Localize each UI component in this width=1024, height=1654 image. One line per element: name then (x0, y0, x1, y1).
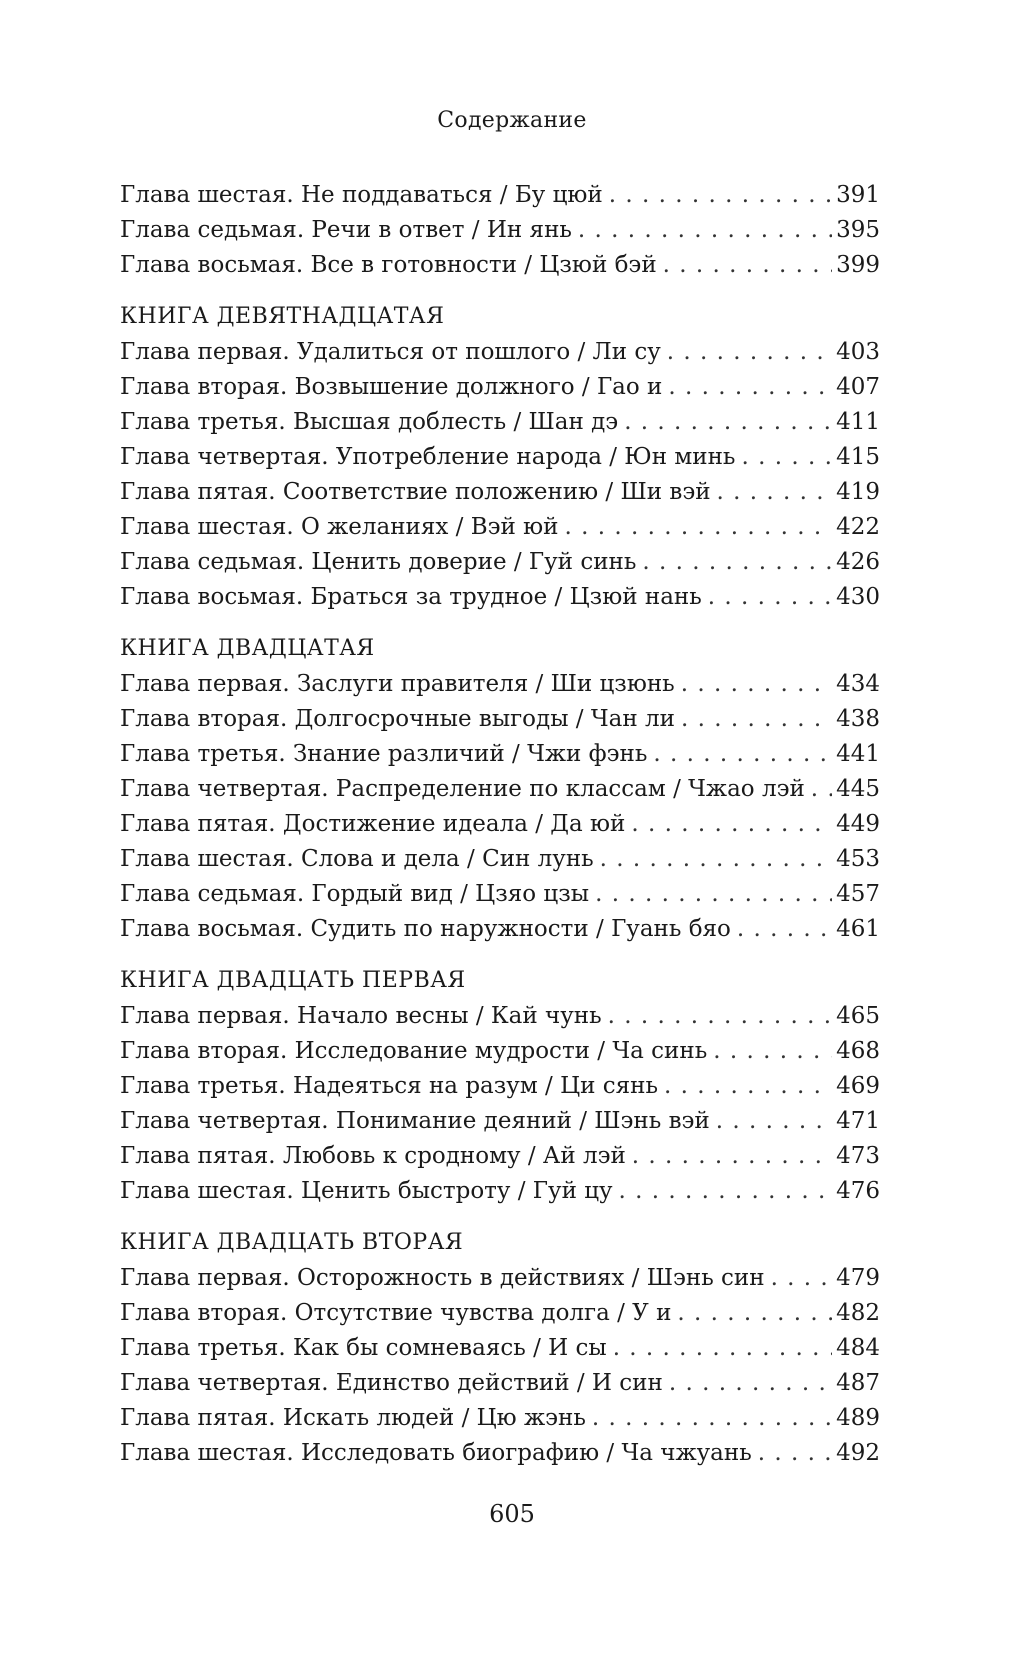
dot-leader (677, 1296, 832, 1331)
dot-leader (681, 667, 832, 702)
chapter-page-number: 438 (836, 706, 880, 732)
toc-entry (120, 772, 880, 807)
chapter-page-number: 441 (836, 741, 880, 767)
dot-leader (717, 475, 833, 510)
page-number: 605 (489, 1500, 535, 1528)
toc-entry (120, 912, 880, 947)
chapter-title: Глава восьмая. Все в готовности / Цзюй бэй (120, 252, 657, 278)
toc-entry (120, 702, 880, 737)
chapter-page-number: 484 (836, 1335, 880, 1361)
chapter-page-number: 399 (836, 252, 880, 278)
table-of-contents (120, 178, 880, 1471)
chapter-title: Глава пятая. Достижение идеала / Да юй (120, 811, 626, 837)
chapter-page-number: 465 (836, 1003, 880, 1029)
chapter-page-number: 426 (836, 549, 880, 575)
chapter-page-number: 434 (836, 671, 880, 697)
dot-leader (595, 877, 832, 912)
chapter-title: Глава вторая. Отсутствие чувства долга / У и (120, 1300, 672, 1326)
toc-section (120, 299, 880, 615)
chapter-title: Глава четвертая. Понимание деяний / Шэнь вэй (120, 1108, 710, 1134)
dot-leader (758, 1436, 832, 1471)
chapter-title: Глава вторая. Исследование мудрости / Ча синь (120, 1038, 708, 1064)
toc-entry (120, 842, 880, 877)
dot-leader (681, 702, 832, 737)
chapter-page-number: 419 (836, 479, 880, 505)
chapter-title: Глава третья. Надеяться на разум / Ци сянь (120, 1073, 659, 1099)
chapter-title: Глава первая. Осторожность в действиях / Шэнь син (120, 1265, 765, 1291)
dot-leader (578, 213, 832, 248)
chapter-page-number: 461 (836, 916, 880, 942)
toc-entry (120, 1104, 880, 1139)
chapter-page-number: 415 (836, 444, 880, 470)
chapter-title: Глава вторая. Возвышение должного / Гао и (120, 374, 663, 400)
chapter-title: Глава первая. Удалиться от пошлого / Ли су (120, 339, 661, 365)
chapter-title: Глава третья. Высшая доблесть / Шан дэ (120, 409, 619, 435)
toc-entry (120, 405, 880, 440)
dot-leader (771, 1261, 833, 1296)
chapter-page-number: 453 (836, 846, 880, 872)
chapter-page-number: 492 (836, 1440, 880, 1466)
toc-entry (120, 1401, 880, 1436)
dot-leader (669, 1366, 832, 1401)
running-head: Содержание (437, 108, 587, 133)
chapter-page-number: 476 (836, 1178, 880, 1204)
dot-leader (713, 1034, 832, 1069)
toc-entry (120, 1296, 880, 1331)
chapter-title: Глава седьмая. Гордый вид / Цзяо цзы (120, 881, 590, 907)
chapter-title: Глава пятая. Искать людей / Цю жэнь (120, 1405, 586, 1431)
chapter-page-number: 468 (836, 1038, 880, 1064)
toc-section (120, 1225, 880, 1471)
chapter-page-number: 473 (836, 1143, 880, 1169)
chapter-title: Глава восьмая. Судить по наружности / Гуань бяо (120, 916, 731, 942)
toc-entry (120, 1174, 880, 1209)
toc-entry (120, 545, 880, 580)
chapter-page-number: 487 (836, 1370, 880, 1396)
chapter-page-number: 469 (836, 1073, 880, 1099)
chapter-title: Глава седьмая. Ценить доверие / Гуй синь (120, 549, 637, 575)
toc-entry (120, 1034, 880, 1069)
chapter-title: Глава шестая. О желаниях / Вэй юй (120, 514, 559, 540)
toc-section (120, 178, 880, 283)
chapter-title: Глава первая. Заслуги правителя / Ши цзюнь (120, 671, 675, 697)
chapter-title: Глава четвертая. Употребление народа / Юн минь (120, 444, 736, 470)
toc-entry (120, 440, 880, 475)
dot-leader (600, 842, 832, 877)
toc-entry (120, 1331, 880, 1366)
chapter-page-number: 457 (836, 881, 880, 907)
chapter-title: Глава четвертая. Единство действий / И син (120, 1370, 663, 1396)
toc-entry (120, 510, 880, 545)
toc-entry (120, 580, 880, 615)
toc-entry (120, 1261, 880, 1296)
dot-leader (741, 440, 832, 475)
chapter-title: Глава шестая. Ценить быстроту / Гуй цу (120, 1178, 613, 1204)
chapter-title: Глава шестая. Исследовать биографию / Ча чжуань (120, 1440, 752, 1466)
chapter-title: Глава шестая. Не поддаваться / Бу цюй (120, 182, 603, 208)
book-title: КНИГА ДЕВЯТНАДЦАТАЯ (120, 304, 445, 329)
toc-section (120, 631, 880, 947)
book-title: КНИГА ДВАДЦАТЬ ВТОРАЯ (120, 1230, 464, 1255)
dot-leader (624, 405, 832, 440)
toc-entry (120, 1436, 880, 1471)
toc-entry (120, 667, 880, 702)
dot-leader (663, 248, 832, 283)
chapter-page-number: 411 (836, 409, 880, 435)
chapter-title: Глава третья. Знание различий / Чжи фэнь (120, 741, 648, 767)
chapter-title: Глава вторая. Долгосрочные выгоды / Чан ли (120, 706, 675, 732)
dot-leader (708, 580, 832, 615)
book-title: КНИГА ДВАДЦАТЬ ПЕРВАЯ (120, 968, 466, 993)
toc-entry (120, 1366, 880, 1401)
chapter-page-number: 422 (836, 514, 880, 540)
dot-leader (737, 912, 832, 947)
dot-leader (668, 370, 832, 405)
dot-leader (613, 1331, 832, 1366)
chapter-title: Глава шестая. Слова и дела / Син лунь (120, 846, 594, 872)
dot-leader (565, 510, 833, 545)
book-title: КНИГА ДВАДЦАТАЯ (120, 636, 375, 661)
chapter-title: Глава восьмая. Браться за трудное / Цзюй нань (120, 584, 702, 610)
dot-leader (608, 999, 832, 1034)
chapter-page-number: 407 (836, 374, 880, 400)
chapter-title: Глава третья. Как бы сомневаясь / И сы (120, 1335, 607, 1361)
chapter-title: Глава четвертая. Распределение по классам / Чжао лэй (120, 776, 805, 802)
toc-entry (120, 370, 880, 405)
chapter-page-number: 471 (836, 1108, 880, 1134)
toc-entry (120, 877, 880, 912)
toc-section (120, 963, 880, 1209)
toc-entry (120, 213, 880, 248)
dot-leader (632, 1139, 832, 1174)
chapter-title: Глава пятая. Любовь к сродному / Ай лэй (120, 1143, 626, 1169)
chapter-page-number: 395 (836, 217, 880, 243)
chapter-page-number: 403 (836, 339, 880, 365)
toc-entry (120, 999, 880, 1034)
chapter-page-number: 445 (836, 776, 880, 802)
dot-leader (592, 1401, 832, 1436)
toc-entry (120, 737, 880, 772)
dot-leader (716, 1104, 832, 1139)
dot-leader (653, 737, 832, 772)
chapter-title: Глава первая. Начало весны / Кай чунь (120, 1003, 602, 1029)
chapter-page-number: 391 (836, 182, 880, 208)
chapter-page-number: 482 (836, 1300, 880, 1326)
chapter-title: Глава седьмая. Речи в ответ / Ин янь (120, 217, 572, 243)
dot-leader (811, 772, 832, 807)
toc-entry (120, 1139, 880, 1174)
chapter-title: Глава пятая. Соответствие положению / Ши вэй (120, 479, 711, 505)
dot-leader (619, 1174, 833, 1209)
toc-entry (120, 178, 880, 213)
toc-entry (120, 248, 880, 283)
chapter-page-number: 449 (836, 811, 880, 837)
toc-entry (120, 1069, 880, 1104)
chapter-page-number: 489 (836, 1405, 880, 1431)
toc-entry (120, 335, 880, 370)
chapter-page-number: 479 (836, 1265, 880, 1291)
dot-leader (664, 1069, 832, 1104)
chapter-page-number: 430 (836, 584, 880, 610)
toc-entry (120, 475, 880, 510)
dot-leader (642, 545, 832, 580)
dot-leader (631, 807, 832, 842)
toc-entry (120, 807, 880, 842)
dot-leader (609, 178, 832, 213)
dot-leader (667, 335, 832, 370)
